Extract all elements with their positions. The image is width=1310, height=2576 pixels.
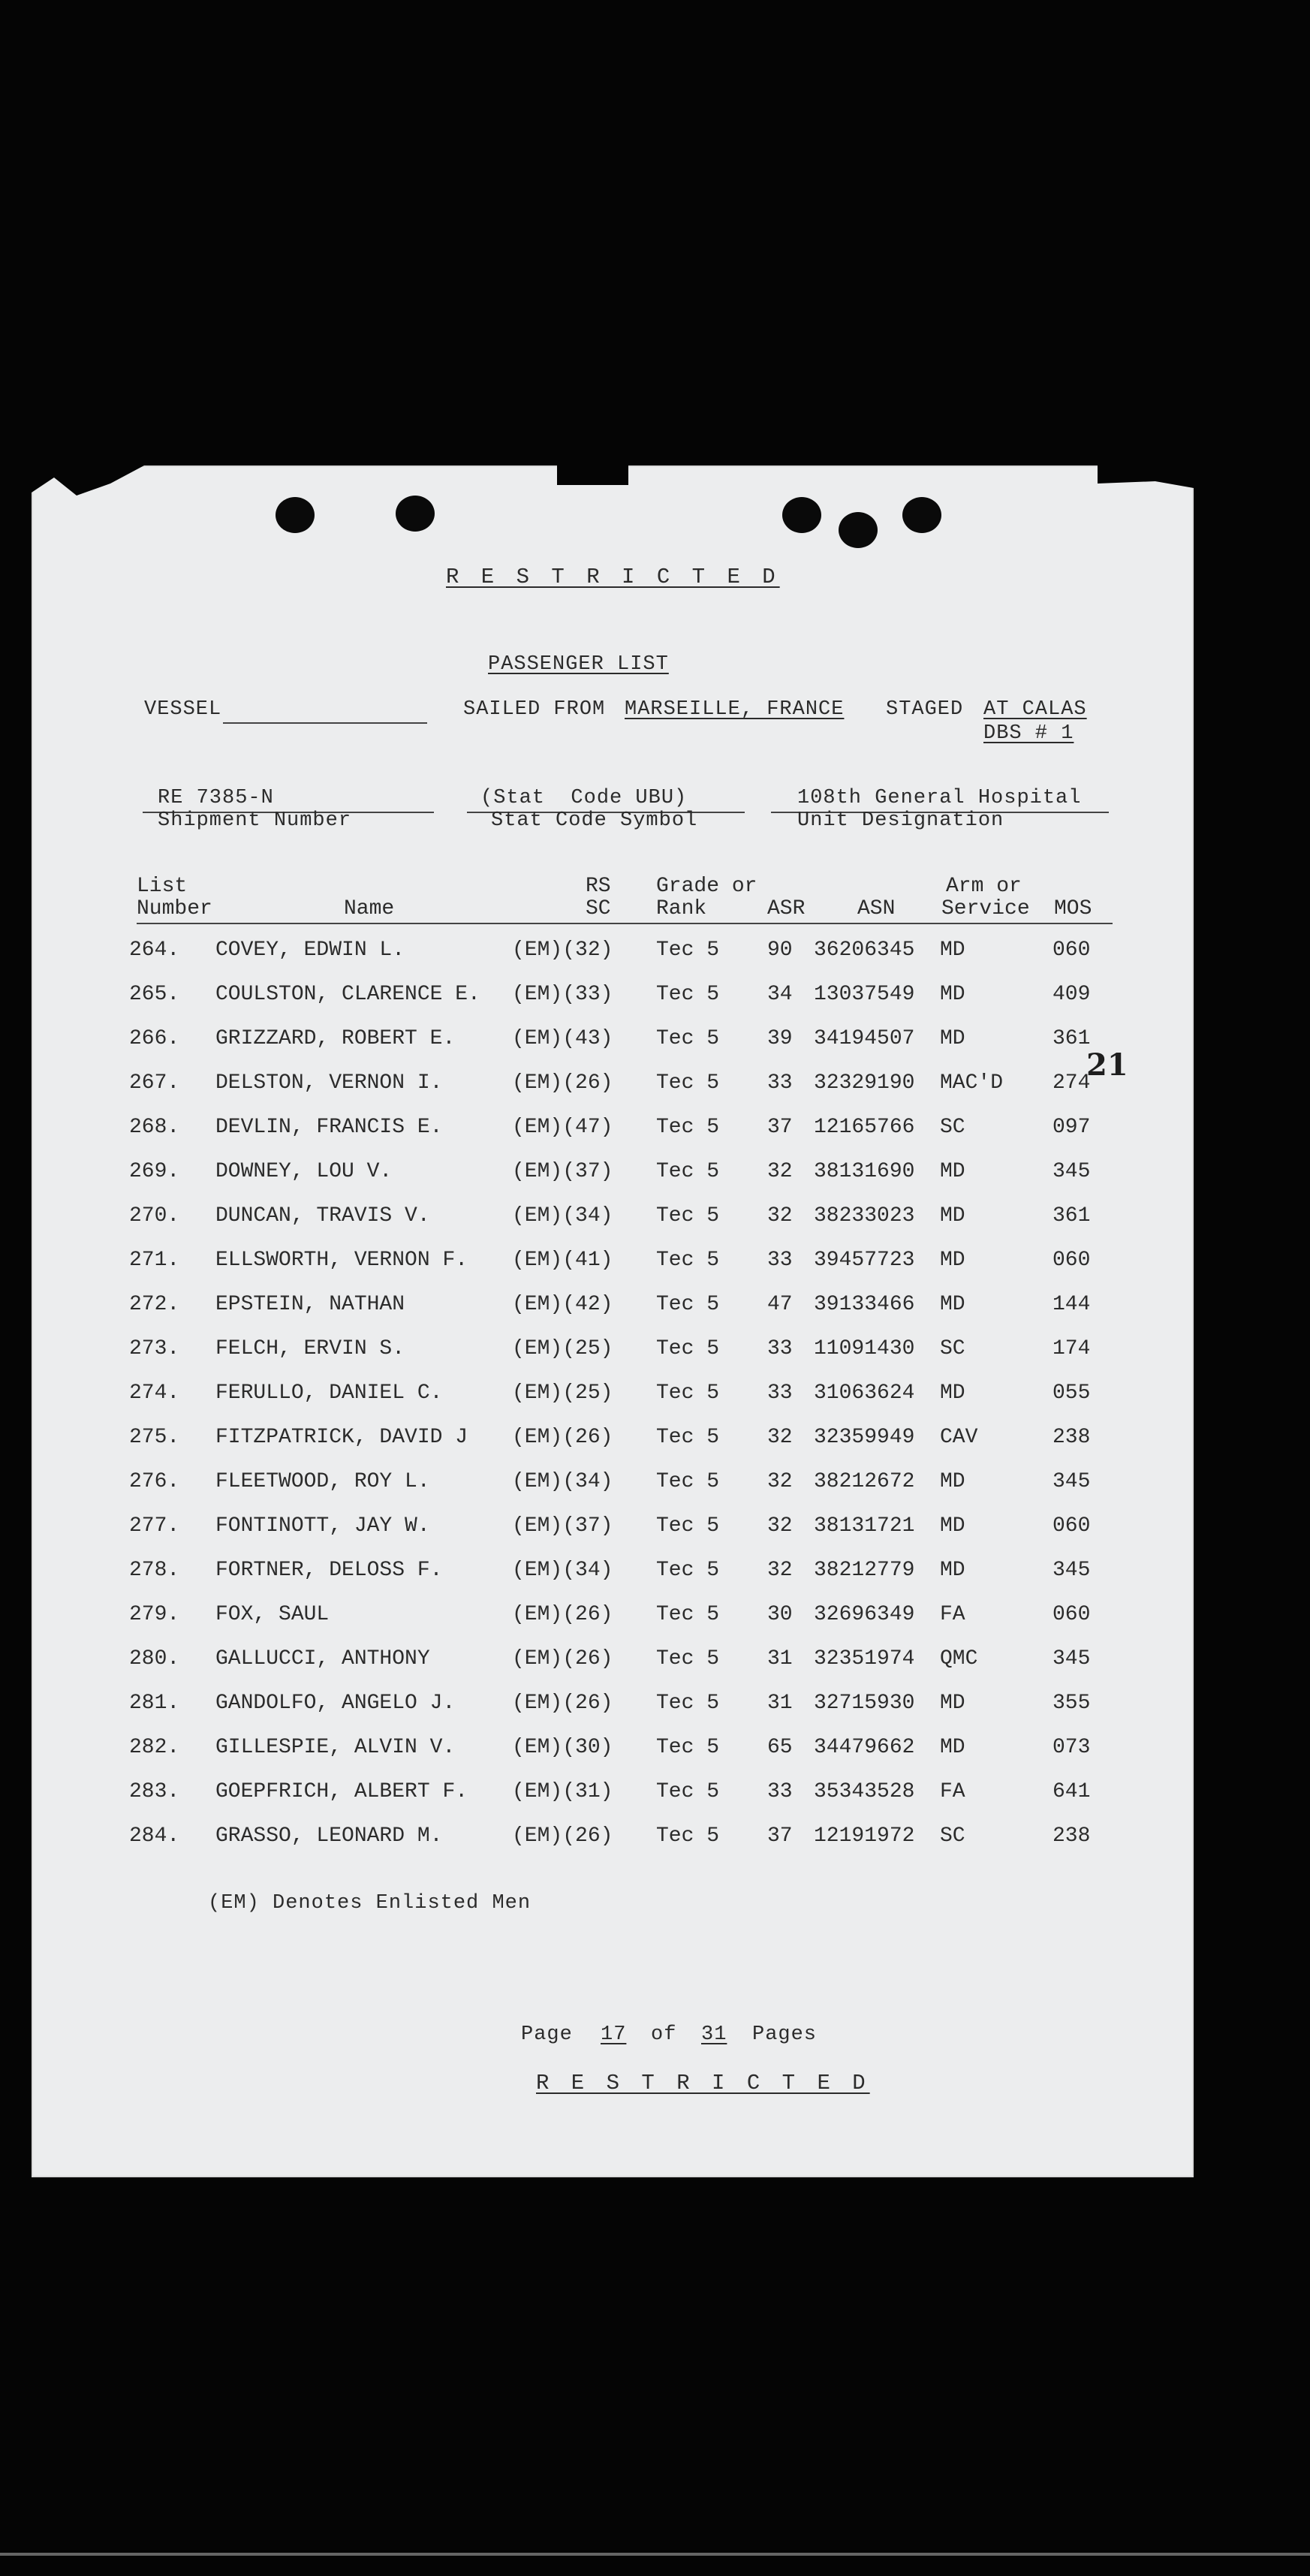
punch-hole (276, 497, 315, 533)
scan-artifact-line (0, 2553, 1310, 2556)
arm-service: CAV (940, 1426, 978, 1449)
asr-score: 90 (767, 939, 793, 962)
passenger-name: FLEETWOOD, ROY L. (215, 1470, 430, 1493)
rs-sc-code: (EM)(42) (512, 1293, 613, 1316)
list-number: 267. (129, 1071, 180, 1095)
list-number: 277. (129, 1514, 180, 1538)
staged-value: AT CALAS (983, 698, 1087, 721)
rs-sc-code: (EM)(37) (512, 1514, 613, 1538)
list-number: 269. (129, 1160, 180, 1183)
asr-score: 32 (767, 1204, 793, 1228)
rs-sc-code: (EM)(43) (512, 1027, 613, 1050)
rs-sc-code: (EM)(41) (512, 1249, 613, 1272)
mos-code: 361 (1053, 1204, 1091, 1228)
arm-service: MD (940, 1249, 965, 1272)
page-total: 31 (701, 2023, 727, 2046)
list-number: 271. (129, 1249, 180, 1272)
arm-service: MD (940, 1514, 965, 1538)
passenger-name: GOEPFRICH, ALBERT F. (215, 1780, 468, 1803)
grade-rank: Tec 5 (656, 1381, 720, 1405)
asr-score: 34 (767, 983, 793, 1006)
table-row (32, 1116, 1194, 1160)
passenger-name: COVEY, EDWIN L. (215, 939, 405, 962)
army-serial-number: 32696349 (814, 1603, 915, 1626)
grade-rank: Tec 5 (656, 1692, 720, 1715)
rs-sc-code: (EM)(37) (512, 1160, 613, 1183)
grade-rank: Tec 5 (656, 1337, 720, 1360)
arm-service: FA (940, 1780, 965, 1803)
col-header-service: Service (941, 897, 1030, 920)
staged-value-second-line: DBS # 1 (983, 722, 1074, 745)
col-header-name: Name (344, 897, 395, 920)
asr-score: 32 (767, 1426, 793, 1449)
mos-code: 355 (1053, 1692, 1091, 1715)
mos-code: 097 (1053, 1116, 1091, 1139)
grade-rank: Tec 5 (656, 983, 720, 1006)
arm-service: MD (940, 1293, 965, 1316)
rs-sc-code: (EM)(26) (512, 1824, 613, 1848)
passenger-name: DUNCAN, TRAVIS V. (215, 1204, 430, 1228)
rs-sc-code: (EM)(33) (512, 983, 613, 1006)
col-header-asr: ASR (767, 897, 806, 920)
asr-score: 33 (767, 1071, 793, 1095)
grade-rank: Tec 5 (656, 1647, 720, 1671)
rs-sc-code: (EM)(47) (512, 1116, 613, 1139)
passenger-name: GILLESPIE, ALVIN V. (215, 1736, 456, 1759)
arm-service: MD (940, 1027, 965, 1050)
page-of: of (651, 2023, 677, 2046)
table-row (32, 1381, 1194, 1426)
passenger-name: FELCH, ERVIN S. (215, 1337, 405, 1360)
arm-service: MD (940, 1559, 965, 1582)
passenger-name: DOWNEY, LOU V. (215, 1160, 393, 1183)
army-serial-number: 39133466 (814, 1293, 915, 1316)
rs-sc-code: (EM)(32) (512, 939, 613, 962)
arm-service: MD (940, 1736, 965, 1759)
asr-score: 31 (767, 1647, 793, 1671)
passenger-name: FOX, SAUL (215, 1603, 330, 1626)
army-serial-number: 12191972 (814, 1824, 915, 1848)
arm-service: MD (940, 983, 965, 1006)
rs-sc-code: (EM)(26) (512, 1692, 613, 1715)
list-number: 272. (129, 1293, 180, 1316)
rs-sc-code: (EM)(26) (512, 1647, 613, 1671)
list-number: 274. (129, 1381, 180, 1405)
grade-rank: Tec 5 (656, 1470, 720, 1493)
arm-service: MD (940, 1381, 965, 1405)
arm-service: SC (940, 1337, 965, 1360)
army-serial-number: 32329190 (814, 1071, 915, 1095)
army-serial-number: 38233023 (814, 1204, 915, 1228)
col-header-mos: MOS (1054, 897, 1092, 920)
col-header-arm: Arm or (946, 875, 1022, 898)
unit-designation-value: 108th General Hospital (797, 787, 1082, 809)
col-header-asn: ASN (857, 897, 896, 920)
asr-score: 33 (767, 1780, 793, 1803)
passenger-name: GALLUCCI, ANTHONY (215, 1647, 430, 1671)
grade-rank: Tec 5 (656, 1736, 720, 1759)
army-serial-number: 36206345 (814, 939, 915, 962)
table-row (32, 1470, 1194, 1514)
list-number: 266. (129, 1027, 180, 1050)
shipment-number-label: Shipment Number (158, 809, 352, 832)
grade-rank: Tec 5 (656, 1293, 720, 1316)
mos-code: 238 (1053, 1824, 1091, 1848)
rs-sc-code: (EM)(31) (512, 1780, 613, 1803)
table-row (32, 1514, 1194, 1559)
mos-code: 409 (1053, 983, 1091, 1006)
asr-score: 30 (767, 1603, 793, 1626)
sailed-from-value: MARSEILLE, FRANCE (625, 698, 845, 721)
mos-code: 144 (1053, 1293, 1091, 1316)
list-number: 265. (129, 983, 180, 1006)
grade-rank: Tec 5 (656, 1559, 720, 1582)
table-row (32, 1249, 1194, 1293)
army-serial-number: 39457723 (814, 1249, 915, 1272)
list-number: 282. (129, 1736, 180, 1759)
list-number: 276. (129, 1470, 180, 1493)
grade-rank: Tec 5 (656, 1824, 720, 1848)
asr-score: 37 (767, 1116, 793, 1139)
asr-score: 32 (767, 1470, 793, 1493)
col-header-rank: Rank (656, 897, 707, 920)
arm-service: MD (940, 1470, 965, 1493)
grade-rank: Tec 5 (656, 1514, 720, 1538)
page-current: 17 (601, 2023, 627, 2046)
mos-code: 060 (1053, 1603, 1091, 1626)
pages-label: Pages (752, 2023, 818, 2046)
grade-rank: Tec 5 (656, 1603, 720, 1626)
list-number: 273. (129, 1337, 180, 1360)
grade-rank: Tec 5 (656, 1071, 720, 1095)
mos-code: 073 (1053, 1736, 1091, 1759)
table-row (32, 1071, 1194, 1116)
grade-rank: Tec 5 (656, 1426, 720, 1449)
asr-score: 37 (767, 1824, 793, 1848)
torn-edge (1098, 465, 1194, 488)
army-serial-number: 38212672 (814, 1470, 915, 1493)
grade-rank: Tec 5 (656, 1160, 720, 1183)
mos-code: 345 (1053, 1470, 1091, 1493)
army-serial-number: 13037549 (814, 983, 915, 1006)
arm-service: SC (940, 1116, 965, 1139)
table-row (32, 1204, 1194, 1249)
col-header-number: Number (137, 897, 212, 920)
stat-code-value: (Stat Code UBU) (480, 787, 688, 809)
rs-sc-code: (EM)(26) (512, 1071, 613, 1095)
list-number: 281. (129, 1692, 180, 1715)
rs-sc-code: (EM)(25) (512, 1337, 613, 1360)
punch-hole (839, 512, 878, 548)
vessel-blank (223, 722, 427, 724)
arm-service: SC (940, 1824, 965, 1848)
page-label: Page (521, 2023, 573, 2046)
table-row (32, 1736, 1194, 1780)
table-row (32, 1780, 1194, 1824)
army-serial-number: 34479662 (814, 1736, 915, 1759)
table-row (32, 983, 1194, 1027)
army-serial-number: 38131721 (814, 1514, 915, 1538)
punch-hole (902, 497, 941, 533)
header-rule (137, 923, 1113, 924)
punch-hole (782, 497, 821, 533)
table-row (32, 1293, 1194, 1337)
list-number: 278. (129, 1559, 180, 1582)
footnote: (EM) Denotes Enlisted Men (208, 1892, 532, 1915)
table-row (32, 1337, 1194, 1381)
passenger-name: COULSTON, CLARENCE E. (215, 983, 480, 1006)
army-serial-number: 38212779 (814, 1559, 915, 1582)
restricted-top: R E S T R I C T E D (446, 565, 780, 589)
rs-sc-code: (EM)(34) (512, 1559, 613, 1582)
mos-code: 361 (1053, 1027, 1091, 1050)
vessel-label: VESSEL (144, 698, 222, 721)
army-serial-number: 31063624 (814, 1381, 915, 1405)
punch-hole (396, 496, 435, 532)
passenger-name: FORTNER, DELOSS F. (215, 1559, 443, 1582)
mos-code: 060 (1053, 939, 1091, 962)
torn-corner (32, 465, 144, 496)
army-serial-number: 11091430 (814, 1337, 915, 1360)
asr-score: 47 (767, 1293, 793, 1316)
shipment-number-value: RE 7385-N (158, 787, 274, 809)
asr-score: 32 (767, 1559, 793, 1582)
col-header-grade: Grade or (656, 875, 757, 898)
grade-rank: Tec 5 (656, 1249, 720, 1272)
asr-score: 33 (767, 1337, 793, 1360)
passenger-name: GRIZZARD, ROBERT E. (215, 1027, 456, 1050)
passenger-name: GANDOLFO, ANGELO J. (215, 1692, 456, 1715)
mos-code: 055 (1053, 1381, 1091, 1405)
table-row (32, 1160, 1194, 1204)
staged-label: STAGED (886, 698, 964, 721)
torn-edge (557, 465, 628, 485)
army-serial-number: 12165766 (814, 1116, 915, 1139)
asr-score: 39 (767, 1027, 793, 1050)
asr-score: 32 (767, 1514, 793, 1538)
mos-code: 238 (1053, 1426, 1091, 1449)
rs-sc-code: (EM)(26) (512, 1603, 613, 1626)
mos-code: 641 (1053, 1780, 1091, 1803)
army-serial-number: 32351974 (814, 1647, 915, 1671)
handwritten-page-mark: 21 (1086, 1047, 1128, 1083)
table-row (32, 1426, 1194, 1470)
list-number: 279. (129, 1603, 180, 1626)
mos-code: 274 (1053, 1071, 1091, 1095)
mos-code: 345 (1053, 1160, 1091, 1183)
table-row (32, 939, 1194, 983)
asr-score: 33 (767, 1381, 793, 1405)
passenger-name: DEVLIN, FRANCIS E. (215, 1116, 443, 1139)
list-number: 268. (129, 1116, 180, 1139)
army-serial-number: 34194507 (814, 1027, 915, 1050)
arm-service: MD (940, 1160, 965, 1183)
grade-rank: Tec 5 (656, 1116, 720, 1139)
passenger-name: FITZPATRICK, DAVID J (215, 1426, 468, 1449)
list-number: 283. (129, 1780, 180, 1803)
list-number: 280. (129, 1647, 180, 1671)
rs-sc-code: (EM)(25) (512, 1381, 613, 1405)
army-serial-number: 35343528 (814, 1780, 915, 1803)
mos-code: 345 (1053, 1647, 1091, 1671)
list-number: 284. (129, 1824, 180, 1848)
rs-sc-code: (EM)(34) (512, 1204, 613, 1228)
arm-service: MD (940, 939, 965, 962)
stat-code-label: Stat Code Symbol (491, 809, 698, 832)
document-title: PASSENGER LIST (488, 653, 669, 676)
sailed-from-label: SAILED FROM (463, 698, 606, 721)
passenger-name: GRASSO, LEONARD M. (215, 1824, 443, 1848)
passenger-name: DELSTON, VERNON I. (215, 1071, 443, 1095)
rs-sc-code: (EM)(26) (512, 1426, 613, 1449)
unit-designation-label: Unit Designation (797, 809, 1004, 832)
rs-sc-code: (EM)(30) (512, 1736, 613, 1759)
table-row (32, 1603, 1194, 1647)
document-page (32, 465, 1194, 2177)
grade-rank: Tec 5 (656, 1204, 720, 1228)
passenger-name: FONTINOTT, JAY W. (215, 1514, 430, 1538)
table-row (32, 1824, 1194, 1869)
grade-rank: Tec 5 (656, 939, 720, 962)
arm-service: MAC'D (940, 1071, 1004, 1095)
arm-service: FA (940, 1603, 965, 1626)
arm-service: MD (940, 1204, 965, 1228)
table-row (32, 1647, 1194, 1692)
army-serial-number: 38131690 (814, 1160, 915, 1183)
mos-code: 060 (1053, 1249, 1091, 1272)
list-number: 275. (129, 1426, 180, 1449)
arm-service: QMC (940, 1647, 978, 1671)
restricted-bottom: R E S T R I C T E D (536, 2071, 870, 2095)
col-header-list: List (137, 875, 188, 898)
list-number: 270. (129, 1204, 180, 1228)
passenger-name: FERULLO, DANIEL C. (215, 1381, 443, 1405)
arm-service: MD (940, 1692, 965, 1715)
army-serial-number: 32715930 (814, 1692, 915, 1715)
mos-code: 174 (1053, 1337, 1091, 1360)
grade-rank: Tec 5 (656, 1780, 720, 1803)
asr-score: 65 (767, 1736, 793, 1759)
passenger-name: ELLSWORTH, VERNON F. (215, 1249, 468, 1272)
table-row (32, 1692, 1194, 1736)
grade-rank: Tec 5 (656, 1027, 720, 1050)
mos-code: 060 (1053, 1514, 1091, 1538)
rs-sc-code: (EM)(34) (512, 1470, 613, 1493)
asr-score: 32 (767, 1160, 793, 1183)
table-row (32, 1027, 1194, 1071)
col-header-rs: RS (586, 875, 611, 898)
army-serial-number: 32359949 (814, 1426, 915, 1449)
col-header-sc: SC (586, 897, 611, 920)
list-number: 264. (129, 939, 180, 962)
passenger-name: EPSTEIN, NATHAN (215, 1293, 405, 1316)
mos-code: 345 (1053, 1559, 1091, 1582)
asr-score: 33 (767, 1249, 793, 1272)
asr-score: 31 (767, 1692, 793, 1715)
table-row (32, 1559, 1194, 1603)
